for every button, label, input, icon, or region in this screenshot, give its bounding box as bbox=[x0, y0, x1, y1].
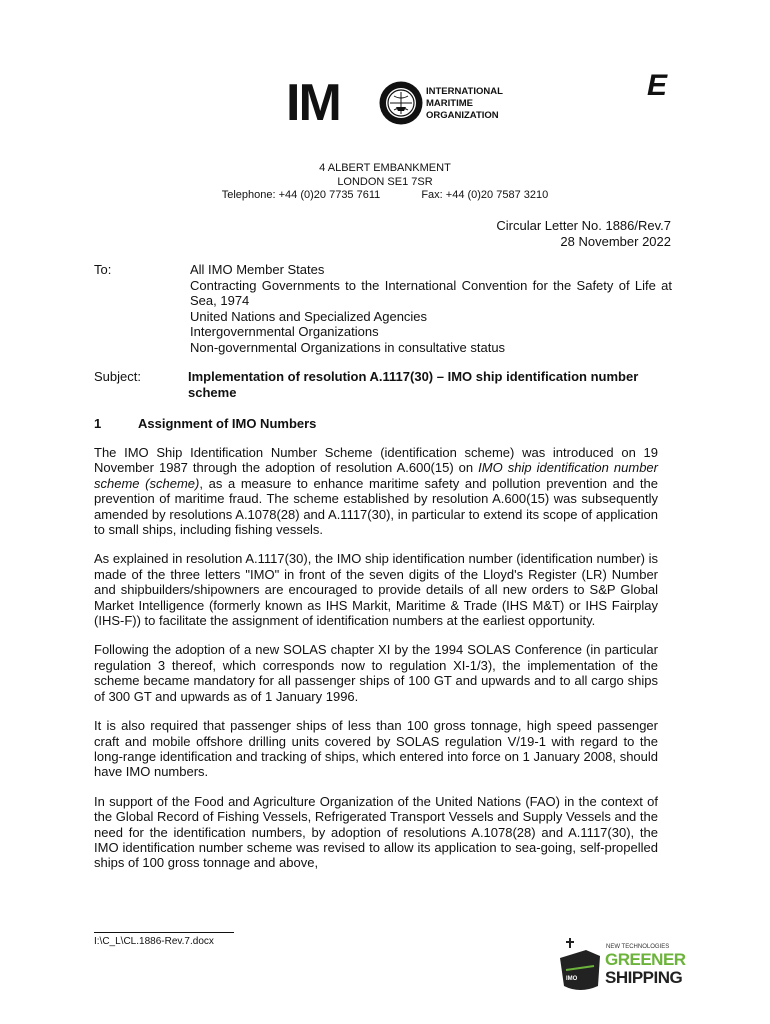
telephone: Telephone: +44 (0)20 7735 7611 bbox=[221, 189, 381, 201]
paragraph: In support of the Food and Agriculture Organization of the United Nations (FAO) in the context of the Global Record of Fishing Vessels, Refrigerated Transport Vessels and Supply Vessels and the need for the identification numbers, by adoption of resolutions A.1078(28) and A.1117(30), the IMO identification number scheme was revised to allow its application to sea-going, self-propelled ships of 100 gross tonnage and above, bbox=[94, 793, 658, 871]
logo-word: MARITIME bbox=[426, 98, 473, 109]
badge-tagline: NEW TECHNOLOGIES bbox=[606, 944, 670, 950]
recipient: All IMO Member States bbox=[190, 262, 325, 277]
badge-title bbox=[605, 951, 686, 987]
un-emblem-icon bbox=[378, 80, 424, 126]
logo-word: INTERNATIONAL bbox=[426, 86, 503, 97]
address-block bbox=[0, 162, 770, 203]
footer-divider bbox=[94, 932, 234, 933]
greener-shipping-logo bbox=[556, 936, 686, 994]
contact-line bbox=[0, 189, 770, 203]
subject-text: Implementation of resolution A.1117(30) – IMO ship identification number scheme bbox=[188, 369, 639, 400]
ship-icon bbox=[556, 936, 604, 994]
logo-word: ORGANIZATION bbox=[426, 110, 499, 121]
badge-line: SHIPPING bbox=[605, 968, 683, 987]
document-body bbox=[94, 445, 658, 871]
section-title: Assignment of IMO Numbers bbox=[138, 416, 317, 431]
recipient: Non-governmental Organizations in consultative status bbox=[190, 339, 506, 355]
recipient: Intergovernmental Organizations bbox=[190, 324, 379, 340]
address-line: 4 ALBERT EMBANKMENT bbox=[319, 162, 451, 174]
section-number: 1 bbox=[94, 416, 102, 431]
imo-logo bbox=[286, 74, 508, 132]
paragraph: As explained in resolution A.1117(30), the IMO ship identification number (identification number) is made of the three letters "IMO" in front of the seven digits of the Lloyd's Register (LR) Number and shipbuilders/shipowners are encouraged to provide details of all new orders to S&P Global Market Intelligence (formerly known as IHS Markit, Maritime & Trade (IHS M&T) or IHS Fairplay (IHS-F)) to facilitate the assignment of identification numbers at the earliest opportunity. bbox=[94, 551, 658, 629]
to-label: To: bbox=[94, 262, 112, 277]
address-line: LONDON SE1 7SR bbox=[337, 175, 433, 188]
circular-reference bbox=[496, 218, 671, 250]
logo-letters: IM bbox=[286, 74, 340, 132]
badge-line: GREENER bbox=[605, 950, 686, 969]
circular-number: Circular Letter No. 1886/Rev.7 bbox=[496, 218, 671, 233]
recipient-list bbox=[190, 262, 672, 356]
paragraph: Following the adoption of a new SOLAS chapter XI by the 1994 SOLAS Conference (in particular regulation 3 thereof, which corresponds now to regulation XI-1/3), the implementation of the scheme became mandatory for all passenger ships of 100 GT and upwards and to all cargo ships of 300 GT and upwards as of 1 January 1996. bbox=[94, 642, 658, 704]
recipient: United Nations and Specialized Agencies bbox=[190, 308, 428, 324]
circular-date: 28 November 2022 bbox=[560, 234, 671, 249]
section-heading bbox=[94, 416, 316, 432]
language-mark: E bbox=[646, 69, 667, 102]
paragraph bbox=[94, 445, 658, 537]
recipient: Contracting Governments to the International Convention for the Safety of Life at Sea, 1974 bbox=[190, 277, 672, 309]
logo-words bbox=[426, 86, 503, 122]
subject-label: Subject: bbox=[94, 369, 141, 384]
svg-text:IMO: IMO bbox=[566, 976, 578, 982]
paragraph-text: , as a measure to enhance maritime safety and pollution prevention and the prevention of maritime fraud. The scheme established by resolution A.600(15) was subsequently amended by resolutions A.1078(28) and A.1117(30), in particular to extend its scope of application to small ships, including fishing vessels. bbox=[94, 475, 658, 538]
file-path: I:\C_L\CL.1886-Rev.7.docx bbox=[94, 936, 214, 947]
paragraph: It is also required that passenger ships of less than 100 gross tonnage, high speed passenger craft and mobile offshore drilling units covered by SOLAS regulation V/19-1 with regard to the long-range identification and tracking of ships, which entered into force on 1 January 2008, should have IMO numbers. bbox=[94, 718, 658, 780]
paragraph-text: The IMO Ship Identification Number Scheme (identification scheme) was introduced on 19 November 1987 through the adoption of resolution A.600(15) on bbox=[94, 445, 658, 476]
resolution-title: IMO ship identification number scheme (scheme) bbox=[94, 460, 658, 491]
fax: Fax: +44 (0)20 7587 3210 bbox=[421, 189, 549, 201]
